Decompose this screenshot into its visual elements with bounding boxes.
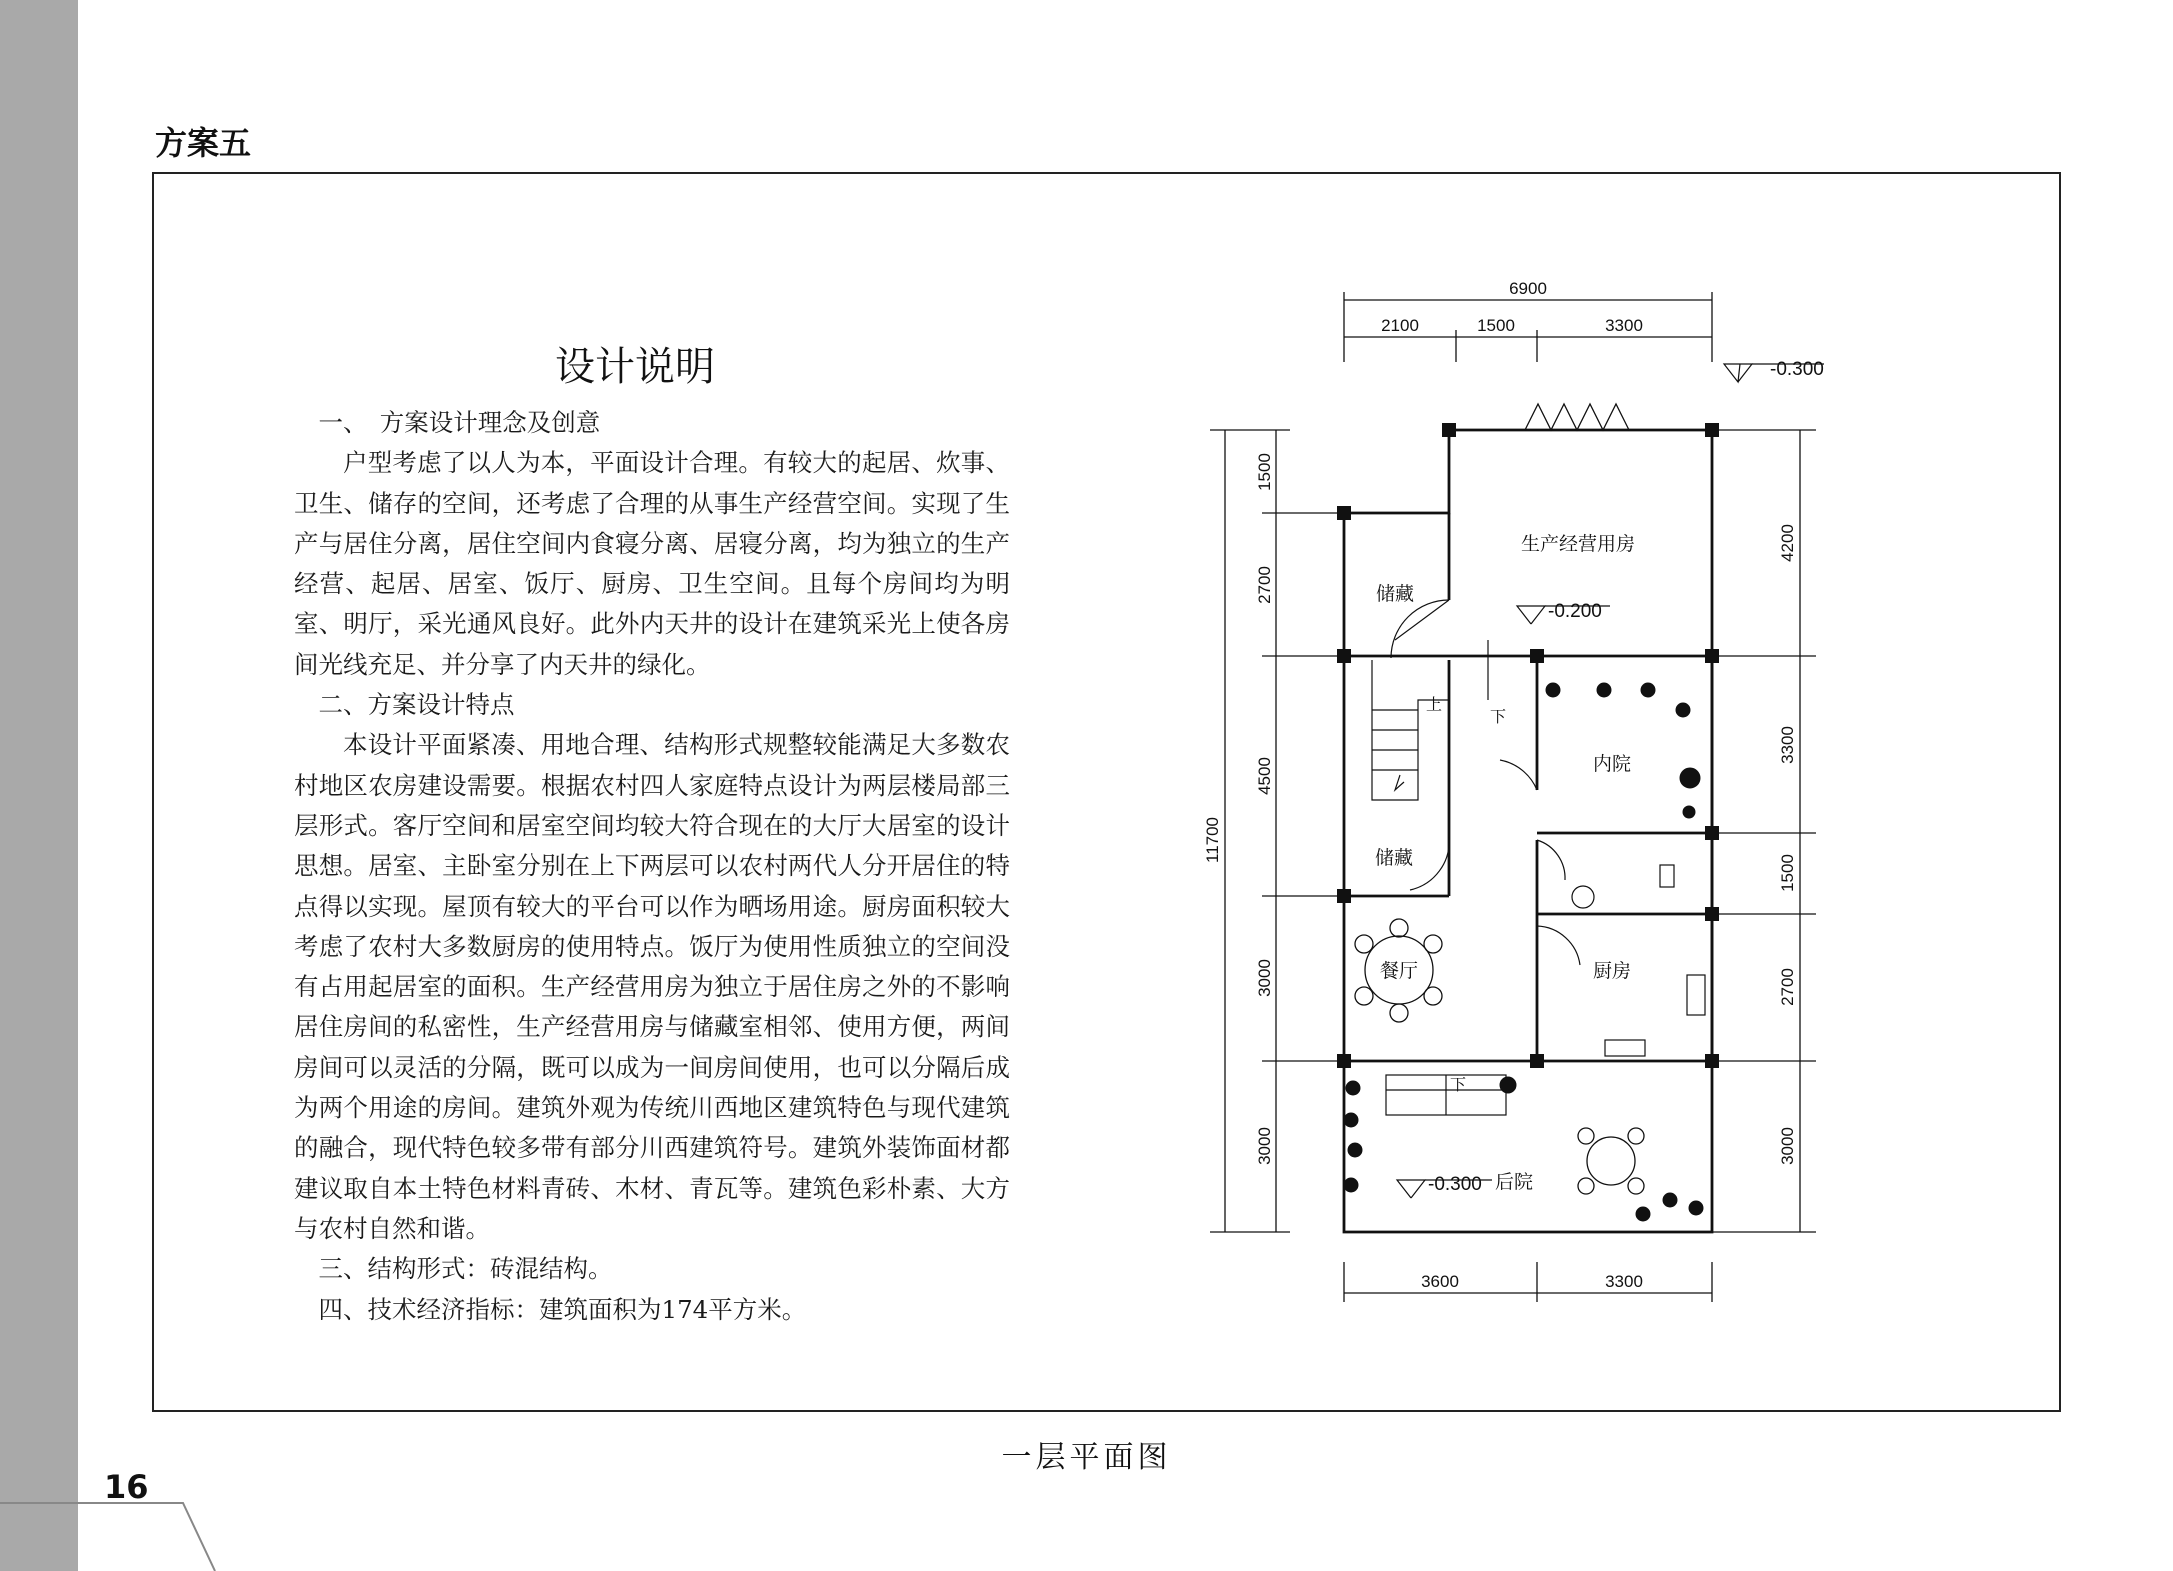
section-heading-1: 一、 方案设计理念及创意	[318, 408, 601, 437]
dim-left-e: 3000	[1255, 1127, 1274, 1165]
dim-right-d: 2700	[1778, 968, 1797, 1006]
dim-left-total: 11700	[1203, 816, 1222, 864]
dim-top-3: 3300	[1605, 316, 1643, 335]
room-courtyard: 内院	[1592, 754, 1632, 775]
page-number: 16	[104, 1468, 149, 1506]
dim-bottom-1: 3600	[1421, 1272, 1459, 1291]
room-dining: 餐厅	[1379, 961, 1419, 982]
dim-right-c: 1500	[1778, 854, 1797, 892]
level-outside: -0.300	[1770, 359, 1824, 380]
scheme-title: 方案五	[155, 124, 252, 162]
dim-left-c: 4500	[1255, 757, 1274, 795]
room-storage-top: 储藏	[1375, 584, 1415, 605]
paragraph-concept: 户型考虑了以人为本，平面设计合理。有较大的起居、炊事、卫生、储存的空间，还考虑了合理的从事生产经营空间。实现了生产与居住分离，居住空间内食寝分离、居寝分离，均为独立的生产经营、起居、居室、饭厅、厨房、卫生空间。且每个房间均为明室、明厅，采光通风良好。此外内天井的设计在建筑采光上使各房间光线充足、并分享了内天井的绿化。	[294, 448, 1010, 679]
room-backyard: 后院	[1494, 1172, 1534, 1193]
dim-right-a: 4200	[1778, 524, 1797, 562]
section-heading-2: 二、方案设计特点	[318, 690, 515, 720]
dim-right-b: 3300	[1778, 726, 1797, 764]
room-kitchen: 厨房	[1592, 961, 1632, 982]
steps-down-label: 下	[1450, 1077, 1467, 1094]
description-title: 设计说明	[555, 344, 715, 390]
dim-bottom-2: 3300	[1605, 1272, 1643, 1291]
section-structure: 三、结构形式：砖混结构。	[318, 1254, 613, 1284]
dim-top-total: 6900	[1509, 279, 1547, 298]
dim-right-e: 3000	[1778, 1127, 1797, 1165]
section-indicators: 四、技术经济指标：建筑面积为174平方米。	[318, 1294, 807, 1324]
dim-left-b: 2700	[1255, 566, 1274, 604]
stair-down-label: 下	[1490, 709, 1507, 726]
dim-left-d: 3000	[1255, 959, 1274, 997]
level-shop: -0.200	[1548, 601, 1602, 622]
plan-caption: 一层平面图	[1001, 1440, 1172, 1475]
dim-top-2: 1500	[1477, 316, 1515, 335]
room-shop: 生产经营用房	[1520, 534, 1636, 555]
dim-left-a: 1500	[1255, 453, 1274, 491]
stair-up-label: 上	[1426, 697, 1443, 714]
paragraph-features: 本设计平面紧凑、用地合理、结构形式规整较能满足大多数农村地区农房建设需要。根据农村四人家庭特点设计为两层楼局部三层形式。客厅空间和居室空间均较大符合现在的大厅大居室的设计思想。居室、主卧室分别在上下两层可以农村两代人分开居住的特点得以实现。屋顶有较大的平台可以作为晒场用途。厨房面积较大考虑了农村大多数厨房的使用特点。饭厅为使用性质独立的空间没有占用起居室的面积。生产经营用房为独立于居住房之外的不影响居住房间的私密性，生产经营用房与储藏室相邻、使用方便，两间房间可以灵活的分隔，既可以成为一间房间使用，也可以分隔后成为两个用途的房间。建筑外观为传统川西地区建筑特色与现代建筑的融合，现代特色较多带有部分川西建筑符号。建筑外装饰面材都建议取自本土特色材料青砖、木材、青瓦等。建筑色彩朴素、大方与农村自然和谐。	[294, 730, 1010, 1243]
level-yard: -0.300	[1428, 1174, 1482, 1195]
dim-top-1: 2100	[1381, 316, 1419, 335]
room-storage-mid: 储藏	[1374, 848, 1414, 869]
